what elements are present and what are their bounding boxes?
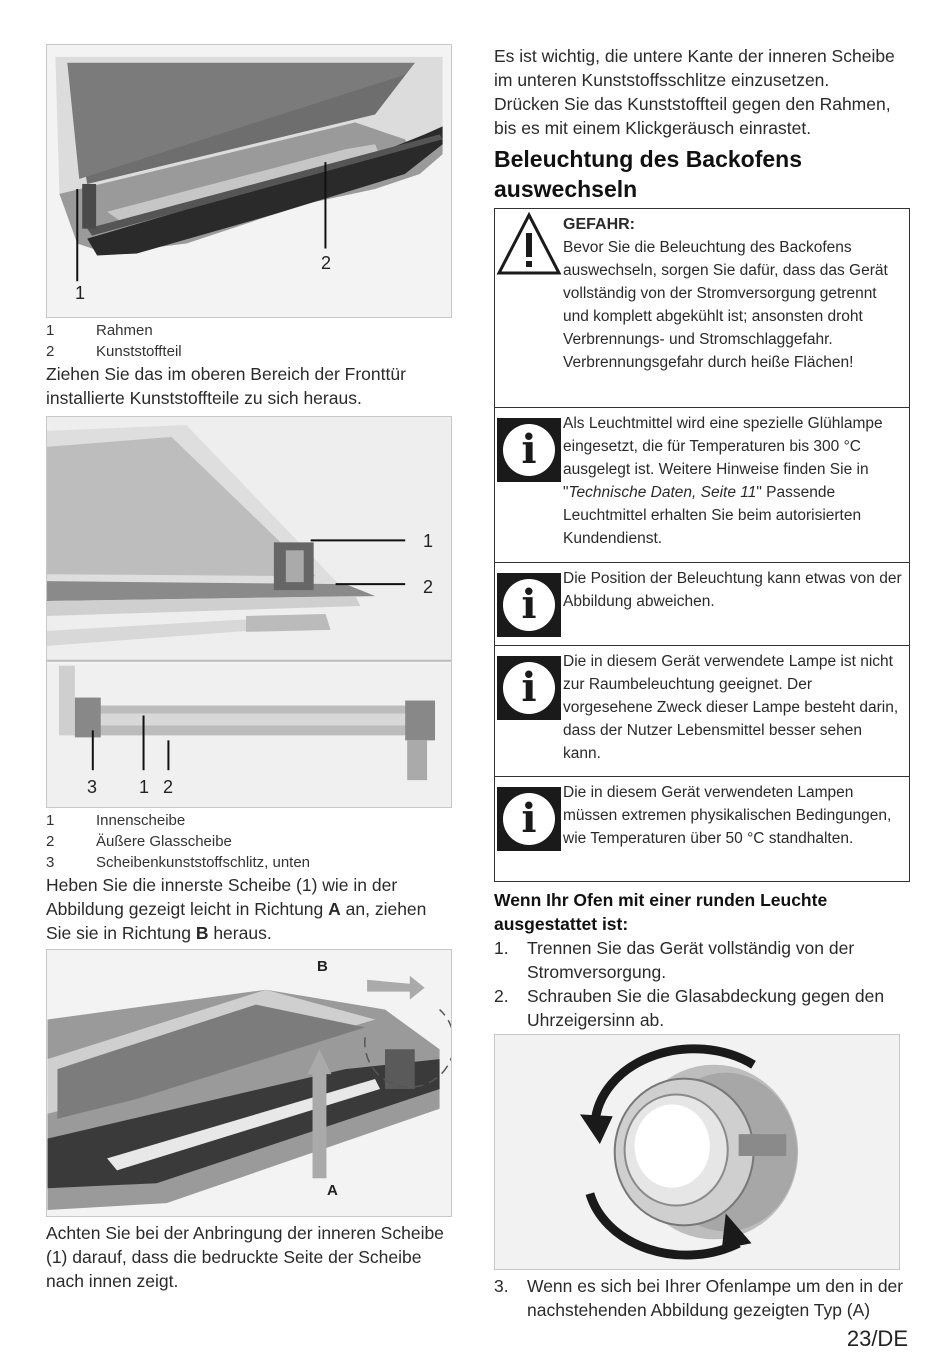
callout-1: 1 <box>423 531 434 551</box>
legend-frame <box>46 320 452 362</box>
callout-1: 1 <box>139 777 150 797</box>
figure-remove-glass <box>46 949 452 1217</box>
info-body: Die in diesem Gerät verwendeten Lampen müssen extremen physikalischen Bedingungen, wie Temperaturen über 50 °C standhalten. <box>563 784 892 847</box>
danger-text-burn: Verbrennungsgefahr durch heiße Flächen! <box>563 354 854 371</box>
info-icon: i <box>495 777 563 881</box>
danger-title: GEFAHR: <box>563 216 635 233</box>
legend-number: 1 <box>46 812 55 829</box>
instruction-pull-plastic: Ziehen Sie das im oberen Bereich der Fronttür installierte Kunststoffteile zu sich heraus. <box>46 364 406 408</box>
step-item <box>494 984 910 1032</box>
instruction-press-click: Drücken Sie das Kunststoffteil gegen den Rahmen, bis es mit einem Klickgeräusch einrastet. <box>494 94 891 138</box>
page-number: 23/DE <box>846 1326 908 1351</box>
info-notice-position <box>495 563 909 646</box>
direction-a-callout: A <box>327 1182 338 1199</box>
notice-box <box>494 208 910 882</box>
danger-notice <box>495 209 909 408</box>
text-segment: an, ziehen Sie sie in Richtung <box>46 899 427 943</box>
legend-item <box>46 810 452 831</box>
left-column <box>46 44 452 1293</box>
figure-frame-plastic-part <box>46 44 452 318</box>
instruction-lift-glass <box>46 873 452 945</box>
info-notice-bulb <box>495 408 909 563</box>
door-frame-illustration <box>47 45 451 317</box>
info-body <box>563 408 909 562</box>
legend-text: Kunststoffteil <box>96 343 182 360</box>
right-column <box>494 44 910 1322</box>
instruction-lower-edge: Es ist wichtig, die untere Kante der inneren Scheibe im unteren Kunststoffsschlitze einzusetzen. <box>494 46 895 90</box>
danger-body <box>563 209 909 407</box>
legend-text: Äußere Glasscheibe <box>96 833 232 850</box>
step-text: Wenn es sich bei Ihrer Ofenlampe um den in der nachstehenden Abbildung gezeigten Typ (A) <box>527 1276 904 1320</box>
warning-triangle-icon <box>495 209 563 407</box>
info-icon: i <box>495 408 563 562</box>
legend-item <box>46 852 452 873</box>
info-notice-purpose <box>495 646 909 777</box>
direction-a-label: A <box>328 899 341 919</box>
step-item <box>494 1274 910 1322</box>
figure-inner-glass <box>46 416 452 808</box>
text-segment: Als Leuchtmittel wird eine spezielle Glühlampe eingesetzt, die für Temperaturen bis 300 °C ausgelegt ist. Weitere Hinweise finden Sie in " <box>563 415 883 501</box>
lamp-cover-illustration <box>495 1035 899 1269</box>
step-number: 2. <box>494 986 509 1006</box>
legend-item <box>46 341 452 362</box>
step-text: Trennen Sie das Gerät vollständig von der Stromversorgung. <box>527 938 855 982</box>
step-number: 1. <box>494 938 509 958</box>
text-segment: " Passende Leuchtmittel erhalten Sie beim autorisierten Kundendienst. <box>563 484 862 547</box>
callout-2: 2 <box>163 777 174 797</box>
step-number: 3. <box>494 1276 509 1296</box>
legend-item <box>46 831 452 852</box>
callout-2: 2 <box>321 253 332 273</box>
subheading-round-lamp: Wenn Ihr Ofen mit einer runden Leuchte ausgestattet ist: <box>494 890 828 934</box>
info-notice-conditions <box>495 777 909 881</box>
text-segment: Heben Sie die innerste Scheibe (1) wie in der Abbildung gezeigt leicht in Richtung <box>46 875 398 919</box>
legend-text: Scheibenkunststoffschlitz, unten <box>96 854 311 871</box>
instruction-printed-side: Achten Sie bei der Anbringung der inneren Scheibe (1) darauf, dass die bedruckte Seite der Scheibe nach innen zeigt. <box>46 1223 444 1291</box>
direction-b-label: B <box>195 923 209 943</box>
remove-glass-illustration <box>47 950 451 1216</box>
legend-item <box>46 320 452 341</box>
steps-list-continued <box>494 1274 910 1322</box>
direction-b-callout: B <box>317 958 328 975</box>
section-heading: Beleuchtung des Backofens auswechseln <box>494 146 803 202</box>
info-body: Die Position der Beleuchtung kann etwas von der Abbildung abweichen. <box>563 570 902 610</box>
steps-list <box>494 936 910 1032</box>
info-icon: i <box>495 563 563 645</box>
legend-glass <box>46 810 452 873</box>
inner-glass-illustration <box>47 417 451 807</box>
legend-number: 3 <box>46 854 55 871</box>
callout-3: 3 <box>87 777 98 797</box>
callout-1: 1 <box>75 283 86 303</box>
figure-lamp-cover <box>494 1034 900 1270</box>
legend-number: 1 <box>46 322 55 339</box>
step-item <box>494 936 910 984</box>
text-segment: heraus. <box>208 923 272 943</box>
info-body: Die in diesem Gerät verwendete Lampe ist nicht zur Raumbeleuchtung geeignet. Der vorgesehene Zweck dieser Lampe besteht darin, dass der Nutzer Lebensmittel besser sehen kann. <box>563 653 899 762</box>
legend-number: 2 <box>46 833 55 850</box>
legend-text: Innenscheibe <box>96 812 186 829</box>
cross-reference: Technische Daten, Seite 11 <box>568 484 757 501</box>
callout-2: 2 <box>423 577 434 597</box>
step-text: Schrauben Sie die Glasabdeckung gegen den Uhrzeigersinn ab. <box>527 986 885 1030</box>
legend-text: Rahmen <box>96 322 153 339</box>
info-icon: i <box>495 646 563 776</box>
legend-number: 2 <box>46 343 55 360</box>
danger-text: Bevor Sie die Beleuchtung des Backofens auswechseln, sorgen Sie dafür, dass das Gerät vollständig von der Stromversorgung getrennt und komplett abgekühlt ist; ansonsten droht Verbrennungs- und Stromschlaggefahr. <box>563 239 888 348</box>
